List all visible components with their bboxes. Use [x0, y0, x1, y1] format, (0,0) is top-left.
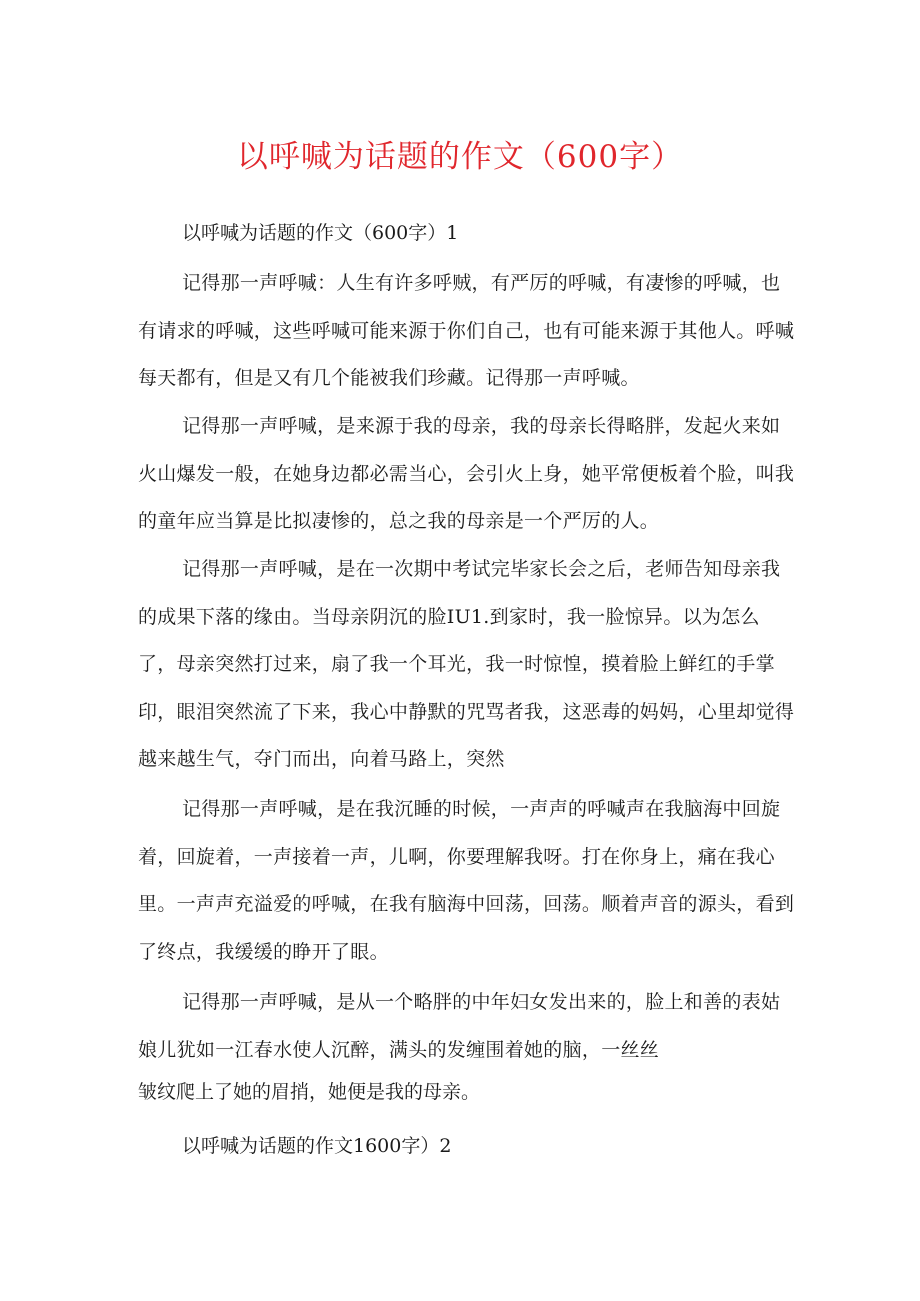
- paragraph-3: 记得那一声呼喊，是在一次期中考试完毕家长会之后，老师告知母亲我的成果下落的缘由。当母亲阴沉的脸IU1.到家时，我一脸惊异。以为怎么了，母亲突然打过来，扇了我一个耳光，我一时惊惶，摸着脸上鲜红的手掌印，眼泪突然流了下来，我心中静默的咒骂者我，这恶毒的妈妈，心里却觉得越来越生气，夺门而出，向着马路上，突然: [138, 558, 795, 771]
- document-title: 以呼喊为话题的作文（600字）: [236, 139, 684, 175]
- section-heading-2: 以呼喊为话题的作文1600字）2: [182, 1135, 452, 1157]
- paragraph-2: 记得那一声呼喊，是来源于我的母亲，我的母亲长得略胖，发起火来如火山爆发一般，在她身边都必需当心，会引火上身，她平常便板着个脸，叫我的童年应当算是比拟凄惨的，总之我的母亲是一个严厉的人。: [138, 415, 795, 533]
- paragraph-1: 记得那一声呼喊：人生有许多呼贼，有严厉的呼喊，有凄惨的呼喊，也有请求的呼喊，这些呼喊可能来源于你们自己，也有可能来源于其他人。呼喊每天都有，但是又有几个能被我们珍藏。记得那一声呼喊。: [138, 272, 795, 390]
- paragraph-5: 记得那一声呼喊，是从一个略胖的中年妇女发出来的，脸上和善的表姑娘儿犹如一江春水使人沉醉，满头的发缠围着她的脑，一丝丝: [138, 991, 781, 1061]
- section-heading-1: 以呼喊为话题的作文（600字）1: [182, 222, 459, 244]
- paragraph-4: 记得那一声呼喊，是在我沉睡的时候，一声声的呼喊声在我脑海中回旋着，回旋着，一声接着一声，儿啊，你要理解我呀。打在你身上，痛在我心里。一声声充溢爱的呼喊，在我有脑海中回荡，回荡。顺着声音的源头，看到了终点，我缓缓的睁开了眼。: [138, 798, 795, 963]
- paragraph-5-continuation: 皱纹爬上了她的眉捎，她便是我的母亲。: [138, 1081, 481, 1103]
